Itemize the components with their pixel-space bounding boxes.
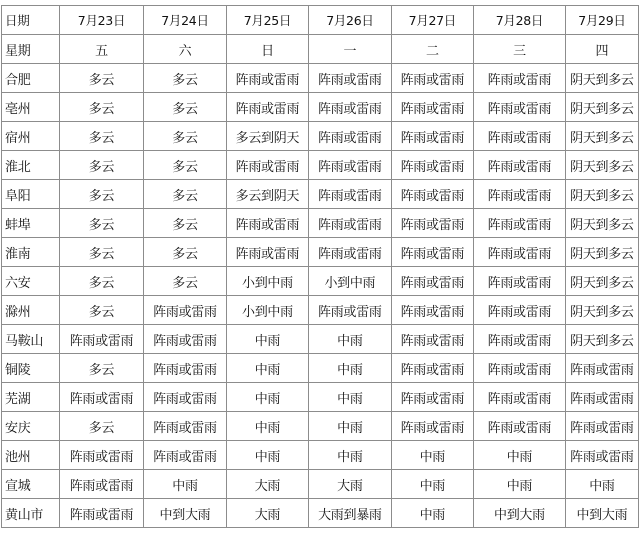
- forecast-cell: 多云: [144, 267, 226, 296]
- weekday-cell: 六: [144, 35, 226, 64]
- weekday-cell: 一: [309, 35, 391, 64]
- date-header-cell: 7月26日: [309, 6, 391, 35]
- city-row: [2, 180, 639, 209]
- date-header-cell: 7月28日: [474, 6, 566, 35]
- forecast-cell: 阵雨或雷雨: [309, 151, 391, 180]
- weekday-label: 星期: [2, 35, 60, 64]
- forecast-cell: 阵雨或雷雨: [391, 267, 473, 296]
- forecast-cell: 阵雨或雷雨: [144, 296, 226, 325]
- forecast-cell: 大雨: [226, 470, 308, 499]
- forecast-cell: 阵雨或雷雨: [391, 325, 473, 354]
- forecast-cell: 阵雨或雷雨: [226, 238, 308, 267]
- forecast-cell: 多云: [59, 296, 144, 325]
- forecast-cell: 阵雨或雷雨: [474, 296, 566, 325]
- city-name: 六安: [2, 267, 60, 296]
- city-row: [2, 238, 639, 267]
- forecast-cell: 大雨: [309, 470, 391, 499]
- forecast-cell: 中雨: [474, 441, 566, 470]
- forecast-cell: 阴天到多云: [565, 122, 638, 151]
- forecast-cell: 阵雨或雷雨: [144, 383, 226, 412]
- city-row: [2, 64, 639, 93]
- forecast-cell: 阵雨或雷雨: [309, 296, 391, 325]
- forecast-cell: 多云: [59, 412, 144, 441]
- forecast-cell: 阵雨或雷雨: [226, 209, 308, 238]
- date-header-cell: 7月25日: [226, 6, 308, 35]
- date-header-cell: 7月27日: [391, 6, 473, 35]
- forecast-cell: 中到大雨: [474, 499, 566, 528]
- forecast-cell: 阵雨或雷雨: [309, 180, 391, 209]
- forecast-cell: 阵雨或雷雨: [144, 325, 226, 354]
- forecast-cell: 阴天到多云: [565, 296, 638, 325]
- city-name: 淮北: [2, 151, 60, 180]
- city-row: [2, 122, 639, 151]
- forecast-cell: 阵雨或雷雨: [59, 441, 144, 470]
- forecast-cell: 多云: [144, 93, 226, 122]
- weekday-cell: 三: [474, 35, 566, 64]
- weekday-cell: 二: [391, 35, 473, 64]
- forecast-cell: 阵雨或雷雨: [565, 441, 638, 470]
- forecast-cell: 多云: [59, 209, 144, 238]
- weekday-cell: 四: [565, 35, 638, 64]
- forecast-cell: 中雨: [391, 441, 473, 470]
- city-name: 池州: [2, 441, 60, 470]
- forecast-cell: 阵雨或雷雨: [144, 354, 226, 383]
- forecast-cell: 多云: [59, 64, 144, 93]
- forecast-cell: 阵雨或雷雨: [59, 325, 144, 354]
- city-row: [2, 267, 639, 296]
- forecast-cell: 多云: [144, 238, 226, 267]
- forecast-cell: 中到大雨: [565, 499, 638, 528]
- forecast-cell: 中雨: [226, 383, 308, 412]
- forecast-cell: 阵雨或雷雨: [59, 499, 144, 528]
- city-name: 马鞍山: [2, 325, 60, 354]
- forecast-cell: 阵雨或雷雨: [565, 354, 638, 383]
- forecast-cell: 多云: [59, 93, 144, 122]
- forecast-cell: 阵雨或雷雨: [391, 412, 473, 441]
- forecast-cell: 阴天到多云: [565, 209, 638, 238]
- forecast-cell: 多云到阴天: [226, 122, 308, 151]
- city-name: 宿州: [2, 122, 60, 151]
- forecast-cell: 阵雨或雷雨: [565, 383, 638, 412]
- city-row: [2, 499, 639, 528]
- forecast-cell: 阵雨或雷雨: [391, 151, 473, 180]
- weekday-row: [2, 35, 639, 64]
- forecast-cell: 阵雨或雷雨: [474, 122, 566, 151]
- forecast-cell: 阵雨或雷雨: [474, 180, 566, 209]
- city-name: 淮南: [2, 238, 60, 267]
- forecast-cell: 中雨: [226, 412, 308, 441]
- forecast-cell: 中雨: [309, 354, 391, 383]
- forecast-cell: 多云: [144, 180, 226, 209]
- forecast-cell: 阵雨或雷雨: [391, 238, 473, 267]
- forecast-cell: 阴天到多云: [565, 93, 638, 122]
- city-row: [2, 412, 639, 441]
- forecast-cell: 阵雨或雷雨: [309, 122, 391, 151]
- forecast-cell: 阴天到多云: [565, 325, 638, 354]
- forecast-cell: 中雨: [226, 354, 308, 383]
- forecast-cell: 阵雨或雷雨: [391, 93, 473, 122]
- forecast-cell: 阵雨或雷雨: [226, 64, 308, 93]
- city-name: 阜阳: [2, 180, 60, 209]
- city-row: [2, 354, 639, 383]
- forecast-cell: 阵雨或雷雨: [309, 209, 391, 238]
- forecast-cell: 阵雨或雷雨: [474, 93, 566, 122]
- forecast-cell: 阵雨或雷雨: [226, 93, 308, 122]
- weekday-cell: 日: [226, 35, 308, 64]
- city-row: [2, 325, 639, 354]
- forecast-cell: 阴天到多云: [565, 151, 638, 180]
- forecast-cell: 阵雨或雷雨: [309, 238, 391, 267]
- forecast-cell: 阵雨或雷雨: [474, 64, 566, 93]
- forecast-cell: 阵雨或雷雨: [144, 441, 226, 470]
- table-body: [2, 6, 639, 528]
- forecast-cell: 小到中雨: [226, 296, 308, 325]
- city-row: [2, 470, 639, 499]
- forecast-cell: 阵雨或雷雨: [144, 412, 226, 441]
- forecast-cell: 阵雨或雷雨: [474, 383, 566, 412]
- forecast-cell: 阵雨或雷雨: [474, 412, 566, 441]
- forecast-cell: 多云: [59, 151, 144, 180]
- forecast-cell: 大雨: [226, 499, 308, 528]
- forecast-cell: 中到大雨: [144, 499, 226, 528]
- city-row: [2, 151, 639, 180]
- city-name: 芜湖: [2, 383, 60, 412]
- forecast-cell: 中雨: [309, 325, 391, 354]
- city-name: 滁州: [2, 296, 60, 325]
- forecast-cell: 中雨: [309, 441, 391, 470]
- forecast-cell: 阴天到多云: [565, 180, 638, 209]
- date-header-row: [2, 6, 639, 35]
- city-name: 合肥: [2, 64, 60, 93]
- city-name: 黄山市: [2, 499, 60, 528]
- city-row: [2, 209, 639, 238]
- city-row: [2, 296, 639, 325]
- forecast-cell: 中雨: [474, 470, 566, 499]
- weekday-cell: 五: [59, 35, 144, 64]
- forecast-cell: 多云: [59, 180, 144, 209]
- date-header-cell: 7月24日: [144, 6, 226, 35]
- forecast-cell: 中雨: [565, 470, 638, 499]
- city-row: [2, 441, 639, 470]
- forecast-cell: 阵雨或雷雨: [59, 383, 144, 412]
- date-header-cell: 7月23日: [59, 6, 144, 35]
- forecast-cell: 多云: [59, 122, 144, 151]
- forecast-cell: 阵雨或雷雨: [474, 354, 566, 383]
- forecast-cell: 中雨: [226, 441, 308, 470]
- forecast-cell: 中雨: [309, 412, 391, 441]
- forecast-cell: 小到中雨: [226, 267, 308, 296]
- forecast-cell: 中雨: [391, 499, 473, 528]
- forecast-cell: 多云: [59, 267, 144, 296]
- forecast-cell: 阵雨或雷雨: [59, 470, 144, 499]
- forecast-cell: 阵雨或雷雨: [474, 267, 566, 296]
- forecast-cell: 阵雨或雷雨: [391, 296, 473, 325]
- forecast-cell: 阵雨或雷雨: [391, 383, 473, 412]
- forecast-cell: 中雨: [391, 470, 473, 499]
- forecast-cell: 多云: [59, 354, 144, 383]
- forecast-cell: 多云: [59, 238, 144, 267]
- forecast-cell: 中雨: [309, 383, 391, 412]
- forecast-cell: 阵雨或雷雨: [391, 209, 473, 238]
- forecast-cell: 阵雨或雷雨: [565, 412, 638, 441]
- forecast-cell: 阵雨或雷雨: [391, 64, 473, 93]
- city-name: 宣城: [2, 470, 60, 499]
- forecast-cell: 小到中雨: [309, 267, 391, 296]
- forecast-cell: 中雨: [226, 325, 308, 354]
- forecast-cell: 阵雨或雷雨: [309, 64, 391, 93]
- city-name: 蚌埠: [2, 209, 60, 238]
- forecast-cell: 阵雨或雷雨: [391, 122, 473, 151]
- forecast-cell: 阵雨或雷雨: [474, 325, 566, 354]
- date-corner-label: 日期: [2, 6, 60, 35]
- forecast-cell: 阵雨或雷雨: [309, 93, 391, 122]
- forecast-cell: 阵雨或雷雨: [391, 180, 473, 209]
- forecast-cell: 多云到阴天: [226, 180, 308, 209]
- forecast-cell: 阴天到多云: [565, 238, 638, 267]
- forecast-cell: 阵雨或雷雨: [391, 354, 473, 383]
- city-name: 亳州: [2, 93, 60, 122]
- city-row: [2, 93, 639, 122]
- city-row: [2, 383, 639, 412]
- city-name: 安庆: [2, 412, 60, 441]
- city-name: 铜陵: [2, 354, 60, 383]
- forecast-cell: 多云: [144, 122, 226, 151]
- date-header-cell: 7月29日: [565, 6, 638, 35]
- forecast-cell: 阵雨或雷雨: [226, 151, 308, 180]
- forecast-cell: 多云: [144, 64, 226, 93]
- forecast-cell: 中雨: [144, 470, 226, 499]
- forecast-cell: 阴天到多云: [565, 64, 638, 93]
- forecast-cell: 多云: [144, 151, 226, 180]
- forecast-cell: 阵雨或雷雨: [474, 151, 566, 180]
- forecast-cell: 多云: [144, 209, 226, 238]
- forecast-cell: 阵雨或雷雨: [474, 238, 566, 267]
- forecast-cell: 大雨到暴雨: [309, 499, 391, 528]
- weather-forecast-table: [1, 5, 639, 528]
- forecast-cell: 阵雨或雷雨: [474, 209, 566, 238]
- forecast-cell: 阴天到多云: [565, 267, 638, 296]
